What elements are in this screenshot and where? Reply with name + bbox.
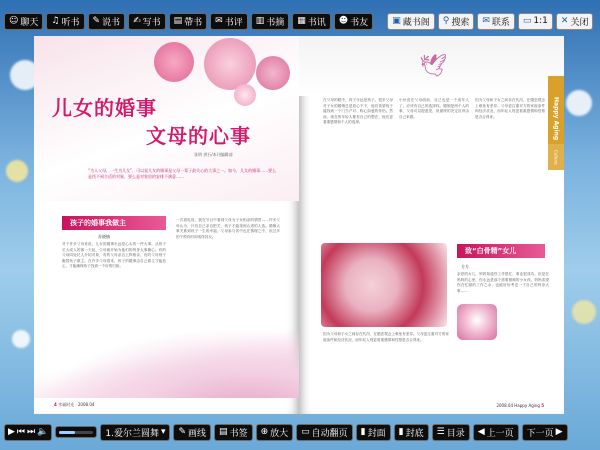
page-ratio-label: 1:1 <box>533 16 548 26</box>
write-button[interactable] <box>128 13 166 30</box>
search-icon: ⚲ <box>442 16 450 26</box>
backcover-label: 封底 <box>405 428 424 439</box>
pen-icon: ✍ <box>133 16 141 26</box>
play-icon[interactable]: ▶ <box>8 427 15 437</box>
article-lead: “为人父母，一生为儿女”，可以说儿女的婚事是父母一辈子最关心的大事之一。如今，儿女的婚事……要么是找不到合适的对象，要么是对家里的安排不满意…… <box>88 168 277 179</box>
petal-decoration <box>12 330 30 348</box>
auto-flip-button[interactable] <box>296 424 353 441</box>
close-label: 关闭 <box>570 17 589 28</box>
listen-label: 听书 <box>61 17 80 28</box>
say-button[interactable] <box>88 13 126 30</box>
listen-button[interactable] <box>46 13 84 30</box>
article-column: 因为父母和子女之间存在代沟，在婚恋观念上难免有差异。父母更注重对方的家庭条件和经济状况，而年轻人则更看重感情和性格是否合得来。 <box>323 332 449 342</box>
review-icon: ✉ <box>215 16 223 26</box>
petal-decoration <box>6 160 28 182</box>
ring-box-photo <box>457 304 497 340</box>
autoflip-icon: ▭ <box>301 427 310 437</box>
say-label: 说书 <box>102 17 121 28</box>
article-column: 小伙说在父母面前，自己也是一个成年人了，应该有自己的选择权。婚姻是两个人的事，父母可以提意见，但最终的决定应该由自己来做。 <box>399 98 469 119</box>
page-footer-right <box>496 403 544 408</box>
bookmark-button[interactable] <box>214 424 253 441</box>
article-column: 亲爱的女儿，妈妈知道你工作很忙，事业很成功。但是在妈妈的心里，你永远是那个需要照顾的小女孩。妈妈希望你在忙碌的工作之余，也能好好考虑一下自己的终身大事…… <box>457 272 549 293</box>
search-label: 搜索 <box>451 17 470 28</box>
back-cover-button[interactable] <box>394 424 429 441</box>
close-button[interactable] <box>556 13 594 30</box>
swirl-decoration <box>34 328 299 398</box>
contact-button[interactable] <box>477 13 515 30</box>
contact-label: 联系 <box>491 17 510 28</box>
cover-icon: ▮ <box>360 427 366 437</box>
prev-track-icon[interactable]: ⏮ <box>16 427 26 437</box>
dove-decoration: 🕊 <box>419 54 447 79</box>
review-label: 书评 <box>224 17 243 28</box>
volume-slider[interactable] <box>55 426 97 438</box>
shelf-label: 藏书阁 <box>402 17 430 28</box>
footer-text: 2008.04 Happy Aging <box>496 403 540 408</box>
section-author: 苏晓楠 <box>98 234 110 239</box>
next-track-icon[interactable]: ⏭ <box>27 427 36 437</box>
prev-page-button[interactable] <box>473 424 519 441</box>
excerpt-button[interactable] <box>251 13 290 30</box>
friends-button[interactable] <box>334 13 373 30</box>
section-author: 方方 <box>461 264 469 269</box>
prev-label: 上一页 <box>486 428 514 439</box>
track-select[interactable] <box>100 424 170 441</box>
next-label: 下一页 <box>526 428 554 439</box>
media-controls <box>4 424 52 441</box>
article-column: 因为父母和子女之间存在代沟，在婚恋观念上难免有差异。父母更注重对方的家庭条件和经济状况，而年轻人则更看重感情和性格是否合得来。 <box>475 98 545 119</box>
post-button[interactable] <box>169 13 208 30</box>
draw-label: 画线 <box>188 428 207 439</box>
article-column: 在父母的眼中，孩子永远是孩子。很多父母对子女的婚姻总是放心不下，他们希望孩子能找到一个门当户对、称心如意的伴侣。然而，现在的年轻人都有自己的想法，他们更看重感情和个人的选择。 <box>323 98 393 125</box>
chat-button[interactable] <box>4 13 43 30</box>
magazine-spread <box>34 36 564 414</box>
zoom-icon: ⊕ <box>260 427 269 437</box>
write-label: 写书 <box>142 17 161 28</box>
arrow-left-icon: ◀ <box>477 427 485 437</box>
volume-icon[interactable]: 🔈 <box>37 427 49 437</box>
backcover-icon: ▮ <box>398 427 404 437</box>
chat-icon: ☺ <box>9 16 19 26</box>
page-ratio-button[interactable] <box>518 13 553 30</box>
footer-text: 幸福时光 · 2008.04 <box>58 402 95 407</box>
article-column: 一次看电视，我在节目中看到父母为子女相亲的情景……许多父母认为，只有自己亲自把关，孩子才能找到合适的人选。婚姻大事关系到孩子一生的幸福，父母参与其中也在情理之中，但过多的干预有时却适得其反。 <box>176 218 280 239</box>
bookmark-icon: ▤ <box>219 427 228 437</box>
article-byline: 张明 供石/本刊编辑部 <box>194 152 233 157</box>
left-page[interactable] <box>34 36 299 414</box>
zoom-button[interactable] <box>256 424 294 441</box>
flower-decoration <box>234 84 256 106</box>
cover-button[interactable] <box>356 424 391 441</box>
excerpt-icon: ▥ <box>255 16 265 26</box>
article-title-line2: 文母的心事 <box>146 124 251 148</box>
section-heading: 孩子的婚事我做主 <box>62 216 166 230</box>
right-page[interactable] <box>299 36 564 414</box>
shelf-icon: ▣ <box>392 16 401 26</box>
speech-icon: ✎ <box>92 16 101 26</box>
close-icon: ✕ <box>560 16 569 26</box>
chevron-down-icon: ▾ <box>160 427 166 437</box>
flower-decoration <box>204 38 256 90</box>
wedding-cake-photo <box>321 243 447 327</box>
zoom-label: 放大 <box>270 428 289 439</box>
next-page-button[interactable] <box>522 424 568 441</box>
volume-fill <box>59 431 74 434</box>
arrow-right-icon: ▶ <box>555 427 563 437</box>
page-number: 4 <box>54 402 57 407</box>
headphone-icon: ♫ <box>51 16 60 26</box>
section-tab: Happy Aging <box>548 76 564 162</box>
article-column: 对于许多父母来说，儿女的婚事永远是心头的一件大事。从孩子长大成人的那一天起，父母就开始为他们的终身大事操心。有的父母四处托人介绍对象，有的父母亲自上阵相亲，有的父母则干脆替孩子做主。在许多父母看来，孩子的婚事由自己做主才能放心，才能确保孩子找到一个好的归宿。 <box>62 242 166 269</box>
news-button[interactable] <box>292 13 331 30</box>
review-button[interactable] <box>210 13 248 30</box>
excerpt-label: 书摘 <box>266 17 285 28</box>
track-label: 1.爱尔兰圆舞 <box>105 428 159 439</box>
draw-line-button[interactable] <box>173 424 211 441</box>
news-label: 书讯 <box>307 17 326 28</box>
post-label: 帶书 <box>184 17 203 28</box>
bottom-toolbar <box>0 421 600 443</box>
mail-icon: ✉ <box>482 16 490 26</box>
cover-label: 封面 <box>367 428 386 439</box>
flower-decoration <box>256 56 290 90</box>
volume-track <box>59 431 93 434</box>
section-heading: 致“白骨精”女儿 <box>457 244 545 258</box>
shelf-button[interactable] <box>387 13 435 30</box>
petal-decoration <box>572 300 596 324</box>
list-icon: ☰ <box>436 427 445 437</box>
autoflip-label: 自动翻页 <box>311 428 348 439</box>
flower-decoration <box>154 42 194 82</box>
page-number: 5 <box>541 403 544 408</box>
page-footer-left <box>54 402 94 408</box>
page-icon: ▭ <box>522 16 532 26</box>
search-button[interactable] <box>438 13 475 30</box>
friends-label: 书友 <box>350 17 369 28</box>
header-artwork <box>299 36 564 96</box>
article-title-line1: 儿女的婚事 <box>52 96 157 120</box>
bookmark-label: 书签 <box>229 428 248 439</box>
top-toolbar <box>0 10 600 32</box>
chat-label: 聊天 <box>20 17 39 28</box>
section-subtab: Culture <box>548 144 564 170</box>
toc-button[interactable] <box>432 424 470 441</box>
friends-icon: ☻ <box>338 16 349 26</box>
news-icon: ▦ <box>297 16 306 26</box>
pencil-icon: ✎ <box>178 427 187 437</box>
book-icon: ▤ <box>173 16 183 26</box>
toc-label: 目录 <box>446 428 465 439</box>
petal-decoration <box>566 90 592 116</box>
